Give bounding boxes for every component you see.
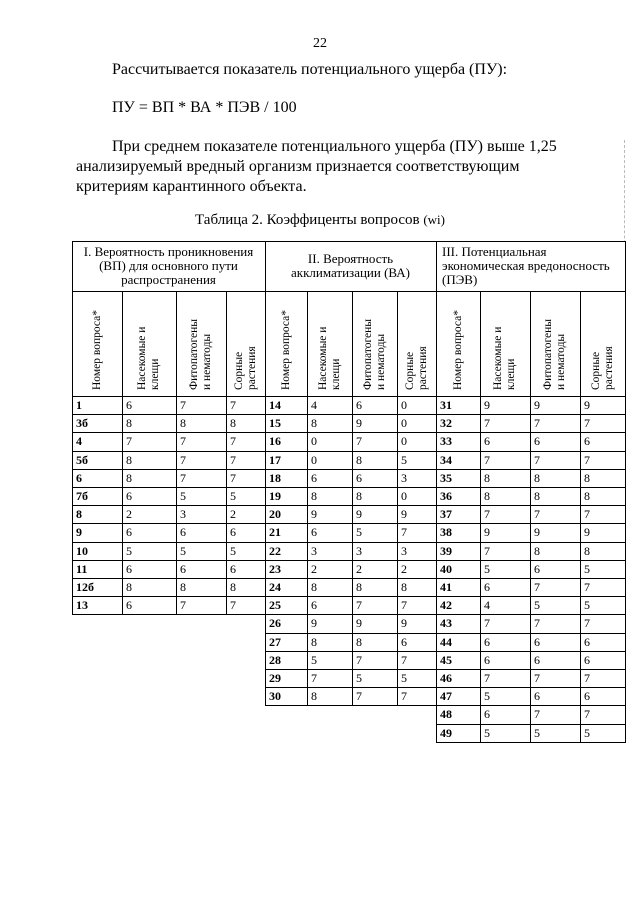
- question-number: 40: [440, 561, 452, 576]
- coefficient-value: 7: [584, 707, 590, 722]
- coefficient-value: 6: [484, 652, 490, 667]
- coefficient-value: 8: [311, 489, 317, 503]
- coefficient-value: 6: [534, 634, 540, 649]
- coefficient-value: 5: [311, 652, 317, 667]
- coefficient-value: 5: [180, 543, 186, 558]
- coefficient-value: 7: [401, 525, 407, 540]
- paragraph-text: При среднем показателе потенциального ущерба (ПУ) выше 1,25 анализируемый вредный организм признается соответствующим критериям карантинного объекта.: [76, 138, 557, 195]
- coefficient-value: 7: [230, 598, 236, 613]
- coefficient-value: 5: [534, 725, 540, 740]
- coefficient-value: 8: [534, 470, 540, 485]
- question-number: 36: [440, 489, 452, 503]
- coefficient-value: 6: [311, 598, 317, 613]
- question-number: 34: [440, 452, 452, 467]
- coefficient-value: 7: [180, 398, 186, 412]
- coefficient-value: 6: [230, 561, 236, 576]
- table-caption: [0, 212, 640, 229]
- coefficient-value: 7: [401, 598, 407, 613]
- question-number: 17: [269, 452, 281, 467]
- coefficient-value: 6: [584, 634, 590, 649]
- coefficient-value: 7: [584, 452, 590, 467]
- coefficient-value: 7: [180, 452, 186, 467]
- coefficient-value: 9: [484, 525, 490, 540]
- header-weeds: Сорные растения: [403, 346, 429, 390]
- coefficient-value: 0: [311, 452, 317, 467]
- group-title: II. Вероятность акклиматизации (ВА): [291, 251, 410, 280]
- header-phytopathogens: Фитопатогены и нематоды: [542, 319, 567, 390]
- coefficient-value: 7: [230, 434, 236, 449]
- question-number: 10: [76, 543, 88, 558]
- coefficient-value: 7: [584, 580, 590, 594]
- question-number: 37: [440, 507, 452, 522]
- question-number: 38: [440, 525, 452, 540]
- coefficient-value: 6: [311, 525, 317, 540]
- coefficient-value: 5: [584, 561, 590, 576]
- coefficient-value: 3: [401, 543, 407, 558]
- question-number: 30: [269, 689, 281, 704]
- coefficient-value: 7: [484, 616, 490, 631]
- header-weeds: Сорные растения: [232, 346, 258, 390]
- coefficient-value: 6: [484, 434, 490, 449]
- question-number: 49: [440, 725, 452, 740]
- question-number: 39: [440, 543, 452, 558]
- question-number: 26: [269, 616, 281, 631]
- coefficient-value: 5: [534, 598, 540, 613]
- coefficient-value: 9: [584, 525, 590, 540]
- header-insects: Насекомые и клещи: [136, 326, 161, 390]
- coefficient-value: 7: [484, 416, 490, 431]
- question-number: 32: [440, 416, 452, 431]
- coefficient-value: 8: [534, 543, 540, 558]
- coefficient-value: 6: [230, 525, 236, 540]
- coefficient-value: 6: [126, 398, 132, 412]
- question-number: 43: [440, 616, 452, 631]
- coefficient-value: 0: [401, 416, 407, 431]
- coefficient-value: 7: [356, 598, 362, 613]
- coefficient-value: 8: [584, 543, 590, 558]
- coefficient-value: 6: [484, 707, 490, 722]
- question-number: 31: [440, 398, 452, 412]
- coefficient-value: 7: [584, 507, 590, 522]
- question-number: 28: [269, 652, 281, 667]
- coefficient-value: 6: [484, 580, 490, 594]
- coefficient-value: 7: [534, 507, 540, 522]
- header-phytopathogens: Фитопатогены и нематоды: [361, 319, 387, 390]
- coefficient-value: 9: [401, 507, 407, 522]
- coefficient-value: 4: [311, 398, 317, 412]
- coefficient-value: 5: [401, 452, 407, 467]
- coefficient-value: 8: [311, 634, 317, 649]
- group-title: III. Потенциальная экономическая вредоносность (ПЭВ): [442, 244, 610, 287]
- coefficient-value: 7: [584, 416, 590, 431]
- coefficient-value: 9: [484, 398, 490, 412]
- coefficient-value: 8: [534, 489, 540, 503]
- question-number: 25: [269, 598, 281, 613]
- question-number: 3б: [76, 416, 88, 431]
- coefficient-value: 2: [230, 507, 236, 522]
- coefficient-value: 7: [180, 434, 186, 449]
- coefficient-value: 0: [401, 398, 407, 412]
- coefficient-value: 6: [584, 652, 590, 667]
- coefficient-value: 9: [311, 616, 317, 631]
- coefficient-value: 8: [180, 580, 186, 594]
- group-title: I. Вероятность проникновения (ВП) для основного пути распространения: [83, 244, 254, 287]
- header-question-number: Номер вопроса*: [451, 310, 464, 390]
- question-number: 8: [76, 507, 82, 522]
- coefficient-value: 7: [484, 671, 490, 685]
- coefficient-value: 7: [401, 689, 407, 704]
- coefficient-value: 8: [311, 580, 317, 594]
- formula: ПУ = ВП * ВА * ПЭВ / 100: [112, 99, 297, 116]
- coefficient-value: 7: [534, 671, 540, 685]
- coefficient-value: 2: [126, 507, 132, 522]
- header-question-number: Номер вопроса*: [90, 310, 103, 390]
- coefficient-value: 6: [534, 561, 540, 576]
- coefficient-value: 7: [230, 470, 236, 485]
- coefficient-value: 5: [401, 671, 407, 685]
- coefficient-value: 8: [484, 470, 490, 485]
- coefficient-value: 7: [356, 652, 362, 667]
- coefficient-value: 8: [311, 416, 317, 431]
- coefficient-value: 8: [584, 489, 590, 503]
- coefficient-value: 0: [401, 489, 407, 503]
- coefficient-value: 8: [126, 470, 132, 485]
- coefficient-value: 8: [126, 452, 132, 467]
- question-number: 22: [269, 543, 281, 558]
- question-number: 5б: [76, 452, 88, 467]
- coefficient-value: 7: [401, 652, 407, 667]
- coefficient-value: 7: [484, 543, 490, 558]
- question-number: 47: [440, 689, 452, 704]
- question-number: 15: [269, 416, 281, 431]
- coefficient-value: 7: [180, 470, 186, 485]
- coefficient-value: 8: [484, 489, 490, 503]
- coefficient-value: 5: [126, 543, 132, 558]
- coefficient-value: 6: [534, 689, 540, 704]
- coefficient-value: 5: [584, 725, 590, 740]
- coefficient-value: 6: [180, 561, 186, 576]
- coefficient-value: 9: [356, 416, 362, 431]
- coefficient-value: 0: [311, 434, 317, 449]
- coefficient-value: 3: [180, 507, 186, 522]
- question-number: 9: [76, 525, 82, 540]
- coefficient-value: 7: [230, 452, 236, 467]
- coefficient-value: 5: [484, 561, 490, 576]
- question-number: 16: [269, 434, 281, 449]
- question-number: 46: [440, 671, 452, 685]
- coefficient-value: 7: [534, 580, 540, 594]
- coefficient-value: 8: [311, 689, 317, 704]
- question-number: 6: [76, 470, 82, 485]
- coefficient-value: 8: [230, 580, 236, 594]
- coefficient-value: 9: [401, 616, 407, 631]
- coefficient-value: 6: [534, 434, 540, 449]
- coefficient-value: 9: [356, 616, 362, 631]
- coefficient-value: 5: [356, 671, 362, 685]
- header-insects: Насекомые и клещи: [492, 326, 517, 390]
- coefficient-value: 5: [584, 598, 590, 613]
- coefficient-value: 2: [311, 561, 317, 576]
- coefficient-value: 7: [584, 671, 590, 685]
- coefficient-value: 7: [484, 452, 490, 467]
- coefficient-value: 9: [584, 398, 590, 412]
- coefficient-value: 5: [484, 725, 490, 740]
- question-number: 29: [269, 671, 281, 685]
- coefficient-value: 6: [356, 398, 362, 412]
- coefficient-value: 8: [356, 634, 362, 649]
- coefficient-value: 8: [180, 416, 186, 431]
- header-weeds: Сорные растения: [589, 346, 615, 390]
- coefficient-value: 7: [534, 452, 540, 467]
- question-number: 41: [440, 580, 452, 594]
- coefficient-value: 8: [356, 580, 362, 594]
- paragraph: [76, 137, 579, 197]
- coefficient-value: 4: [484, 598, 490, 613]
- coefficient-value: 9: [534, 398, 540, 412]
- coefficient-value: 8: [230, 416, 236, 431]
- table-caption-text: Таблица 2. Коэффиценты вопросов: [195, 212, 420, 228]
- coefficient-value: 6: [311, 470, 317, 485]
- question-number: 24: [269, 580, 281, 594]
- question-number: 12б: [76, 580, 94, 594]
- table-caption-wi: (wi): [423, 212, 445, 227]
- coefficient-value: 8: [126, 580, 132, 594]
- coefficient-value: 6: [584, 434, 590, 449]
- coefficient-value: 9: [534, 525, 540, 540]
- coefficient-value: 7: [534, 416, 540, 431]
- intro-text: Рассчитывается показатель потенциального ущерба (ПУ):: [112, 61, 508, 78]
- coefficient-value: 7: [356, 689, 362, 704]
- question-number: 27: [269, 634, 281, 649]
- question-number: 14: [269, 398, 281, 412]
- header-phytopathogens: Фитопатогены и нематоды: [188, 319, 213, 390]
- question-number: 18: [269, 470, 281, 485]
- coefficient-value: 3: [401, 470, 407, 485]
- coefficient-value: 6: [584, 689, 590, 704]
- coefficient-value: 7: [126, 434, 132, 449]
- coefficient-value: 7: [230, 398, 236, 412]
- coefficient-value: 6: [180, 525, 186, 540]
- question-number: 1: [76, 398, 82, 412]
- coefficient-value: 7: [484, 507, 490, 522]
- question-number: 11: [76, 561, 88, 576]
- coefficient-value: 6: [126, 561, 132, 576]
- header-insects: Насекомые и клещи: [316, 326, 342, 390]
- coefficient-value: 5: [180, 489, 186, 503]
- question-number: 48: [440, 707, 452, 722]
- question-number: 45: [440, 652, 452, 667]
- coefficient-value: 6: [356, 470, 362, 485]
- coefficient-value: 8: [356, 489, 362, 503]
- coefficient-value: 2: [356, 561, 362, 576]
- header-question-number: Номер вопроса*: [279, 310, 292, 390]
- question-number: 13: [76, 598, 88, 613]
- coefficient-value: 6: [401, 634, 407, 649]
- coefficient-value: 5: [484, 689, 490, 704]
- question-number: 20: [269, 507, 281, 522]
- coefficient-value: 2: [401, 561, 407, 576]
- coefficient-value: 5: [356, 525, 362, 540]
- page-number: 22: [313, 36, 327, 51]
- question-number: 23: [269, 561, 281, 576]
- question-number: 21: [269, 525, 281, 540]
- coefficient-value: 7: [311, 671, 317, 685]
- coefficient-value: 0: [401, 434, 407, 449]
- coefficient-value: 7: [534, 707, 540, 722]
- coefficient-value: 9: [311, 507, 317, 522]
- coefficient-value: 8: [356, 452, 362, 467]
- question-number: 4: [76, 434, 82, 449]
- question-number: 7б: [76, 489, 88, 503]
- coefficient-value: 7: [180, 598, 186, 613]
- coefficient-value: 6: [126, 598, 132, 613]
- coefficient-value: 7: [584, 616, 590, 631]
- question-number: 33: [440, 434, 452, 449]
- coefficient-value: 6: [484, 634, 490, 649]
- coefficient-value: 8: [126, 416, 132, 431]
- coefficient-value: 8: [584, 470, 590, 485]
- coefficient-value: 6: [126, 489, 132, 503]
- question-number: 35: [440, 470, 452, 485]
- coefficient-value: 5: [230, 489, 236, 503]
- coefficient-value: 9: [356, 507, 362, 522]
- coefficient-value: 3: [356, 543, 362, 558]
- coefficient-value: 3: [311, 543, 317, 558]
- coefficient-value: 7: [356, 434, 362, 449]
- coefficient-value: 5: [230, 543, 236, 558]
- question-number: 44: [440, 634, 452, 649]
- coefficient-value: 6: [534, 652, 540, 667]
- coefficient-value: 8: [401, 580, 407, 594]
- question-number: 42: [440, 598, 452, 613]
- coefficient-value: 6: [126, 525, 132, 540]
- coefficient-value: 7: [534, 616, 540, 631]
- question-number: 19: [269, 489, 281, 503]
